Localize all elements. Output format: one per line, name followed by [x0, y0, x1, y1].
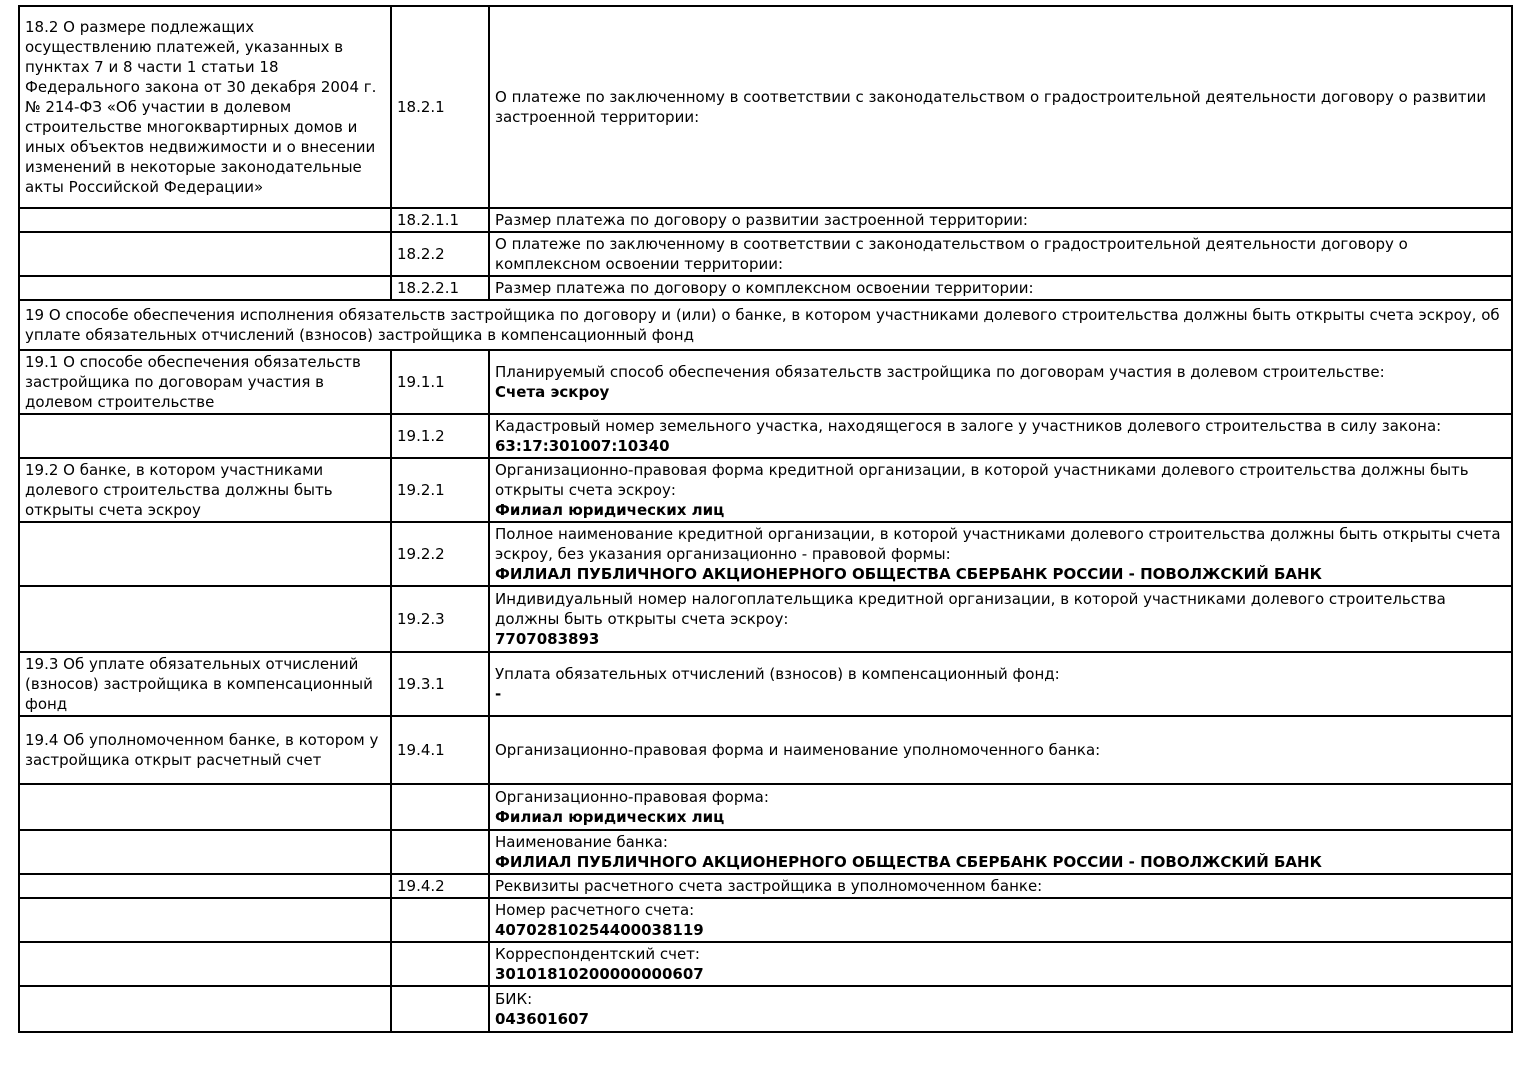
field-label: Размер платежа по договору о развитии застроенной территории:	[495, 211, 1028, 229]
field-label: Корреспондентский счет:	[495, 945, 700, 963]
row-number-cell: 19.2.2	[391, 522, 489, 586]
row-content-cell	[489, 350, 1512, 414]
row-category-cell: 18.2 О размере подлежащих осуществлению платежей, указанных в пунктах 7 и 8 части 1 статьи 18 Федерального закона от 30 декабря 2004 г. № 214-ФЗ «Об участии в долевом строительстве многоквартирных домов и иных объектов недвижимости и о внесении изменений в некоторые законодательные акты Российской Федерации»	[19, 6, 391, 208]
row-category-cell	[19, 208, 391, 232]
row-category-cell	[19, 784, 391, 830]
field-value: 63:17:301007:10340	[495, 437, 670, 455]
row-category-cell	[19, 942, 391, 986]
field-label: БИК:	[495, 990, 533, 1008]
field-value: Филиал юридических лиц	[495, 808, 725, 826]
table-row	[19, 830, 1512, 874]
row-content-cell	[489, 652, 1512, 716]
row-number-cell: 19.4.1	[391, 716, 489, 784]
row-category-cell	[19, 276, 391, 300]
table-row	[19, 350, 1512, 414]
field-value: 7707083893	[495, 630, 600, 648]
table-row	[19, 716, 1512, 784]
row-category-cell	[19, 522, 391, 586]
row-content-cell	[489, 522, 1512, 586]
row-category-cell	[19, 874, 391, 898]
table-row	[19, 522, 1512, 586]
row-content-cell	[489, 716, 1512, 784]
row-category-cell: 19.2 О банке, в котором участниками долевого строительства должны быть открыты счета эскроу	[19, 458, 391, 522]
field-label: Номер расчетного счета:	[495, 901, 695, 919]
table-row	[19, 6, 1512, 208]
field-label: О платеже по заключенному в соответствии с законодательством о градостроительной деятельности договору о комплексном освоении территории:	[495, 235, 1408, 273]
field-label: О платеже по заключенному в соответствии с законодательством о градостроительной деятельности договору о развитии застроенной территории:	[495, 88, 1487, 126]
row-category-cell: 19.1 О способе обеспечения обязательств застройщика по договорам участия в долевом строительстве	[19, 350, 391, 414]
row-category-cell: 19.4 Об уполномоченном банке, в котором у застройщика открыт расчетный счет	[19, 716, 391, 784]
row-content-cell	[489, 830, 1512, 874]
field-value: ФИЛИАЛ ПУБЛИЧНОГО АКЦИОНЕРНОГО ОБЩЕСТВА СБЕРБАНК РОССИИ - ПОВОЛЖСКИЙ БАНК	[495, 565, 1322, 583]
row-number-cell: 19.1.1	[391, 350, 489, 414]
field-label: Индивидуальный номер налогоплательщика кредитной организации, в которой участниками долевого строительства должны быть открыты счета эскроу:	[495, 590, 1446, 628]
field-value: 40702810254400038119	[495, 921, 704, 939]
project-declaration-table	[18, 5, 1513, 1033]
row-number-cell	[391, 942, 489, 986]
table-row	[19, 898, 1512, 942]
field-value: 30101810200000000607	[495, 965, 704, 983]
table-row	[19, 458, 1512, 522]
row-content-cell	[489, 276, 1512, 300]
table-row	[19, 874, 1512, 898]
table-row	[19, 586, 1512, 652]
row-category-cell	[19, 986, 391, 1032]
table-row	[19, 414, 1512, 458]
field-label: Полное наименование кредитной организации, в которой участниками долевого строительства должны быть открыты счета эскроу, без указания организационно - правовой формы:	[495, 525, 1501, 563]
row-category-cell	[19, 232, 391, 276]
row-category-cell	[19, 586, 391, 652]
field-value: Филиал юридических лиц	[495, 501, 725, 519]
row-number-cell: 19.1.2	[391, 414, 489, 458]
field-label: Планируемый способ обеспечения обязательств застройщика по договорам участия в долевом строительстве:	[495, 363, 1385, 381]
row-content-cell	[489, 784, 1512, 830]
row-category-cell	[19, 414, 391, 458]
section-19-title: 19 О способе обеспечения исполнения обязательств застройщика по договору и (или) о банке, в котором участниками долевого строительства должны быть открыты счета эскроу, об уплате обязательных отчислений (взносов) застройщика в компенсационный фонд	[19, 300, 1512, 350]
row-content-cell	[489, 586, 1512, 652]
row-number-cell: 19.2.3	[391, 586, 489, 652]
row-number-cell: 19.3.1	[391, 652, 489, 716]
row-content-cell	[489, 942, 1512, 986]
row-number-cell: 18.2.1	[391, 6, 489, 208]
row-number-cell: 18.2.2.1	[391, 276, 489, 300]
row-category-cell: 19.3 Об уплате обязательных отчислений (взносов) застройщика в компенсационный фонд	[19, 652, 391, 716]
field-label: Кадастровый номер земельного участка, находящегося в залоге у участников долевого строительства в силу закона:	[495, 417, 1442, 435]
field-label: Организационно-правовая форма и наименование уполномоченного банка:	[495, 741, 1101, 759]
field-label: Организационно-правовая форма:	[495, 788, 769, 806]
section-header-row	[19, 300, 1512, 350]
field-value: ФИЛИАЛ ПУБЛИЧНОГО АКЦИОНЕРНОГО ОБЩЕСТВА СБЕРБАНК РОССИИ - ПОВОЛЖСКИЙ БАНК	[495, 853, 1322, 871]
field-value: Счета эскроу	[495, 383, 610, 401]
row-category-cell	[19, 898, 391, 942]
row-category-cell	[19, 830, 391, 874]
field-value: -	[495, 685, 502, 703]
row-content-cell	[489, 898, 1512, 942]
row-number-cell	[391, 784, 489, 830]
row-content-cell	[489, 458, 1512, 522]
row-number-cell: 19.2.1	[391, 458, 489, 522]
table-row	[19, 232, 1512, 276]
row-number-cell	[391, 830, 489, 874]
row-content-cell	[489, 6, 1512, 208]
field-value: 043601607	[495, 1010, 589, 1028]
field-label: Размер платежа по договору о комплексном освоении территории:	[495, 279, 1034, 297]
row-number-cell: 18.2.1.1	[391, 208, 489, 232]
table-row	[19, 208, 1512, 232]
row-number-cell: 18.2.2	[391, 232, 489, 276]
row-content-cell	[489, 208, 1512, 232]
row-content-cell	[489, 986, 1512, 1032]
field-label: Реквизиты расчетного счета застройщика в уполномоченном банке:	[495, 877, 1043, 895]
row-number-cell: 19.4.2	[391, 874, 489, 898]
row-content-cell	[489, 414, 1512, 458]
table-row	[19, 784, 1512, 830]
row-number-cell	[391, 898, 489, 942]
row-number-cell	[391, 986, 489, 1032]
table-row	[19, 652, 1512, 716]
table-row	[19, 986, 1512, 1032]
row-content-cell	[489, 232, 1512, 276]
table-row	[19, 942, 1512, 986]
row-content-cell	[489, 874, 1512, 898]
field-label: Уплата обязательных отчислений (взносов) в компенсационный фонд:	[495, 665, 1060, 683]
table-row	[19, 276, 1512, 300]
field-label: Наименование банка:	[495, 833, 668, 851]
field-label: Организационно-правовая форма кредитной организации, в которой участниками долевого строительства должны быть открыты счета эскроу:	[495, 461, 1469, 499]
